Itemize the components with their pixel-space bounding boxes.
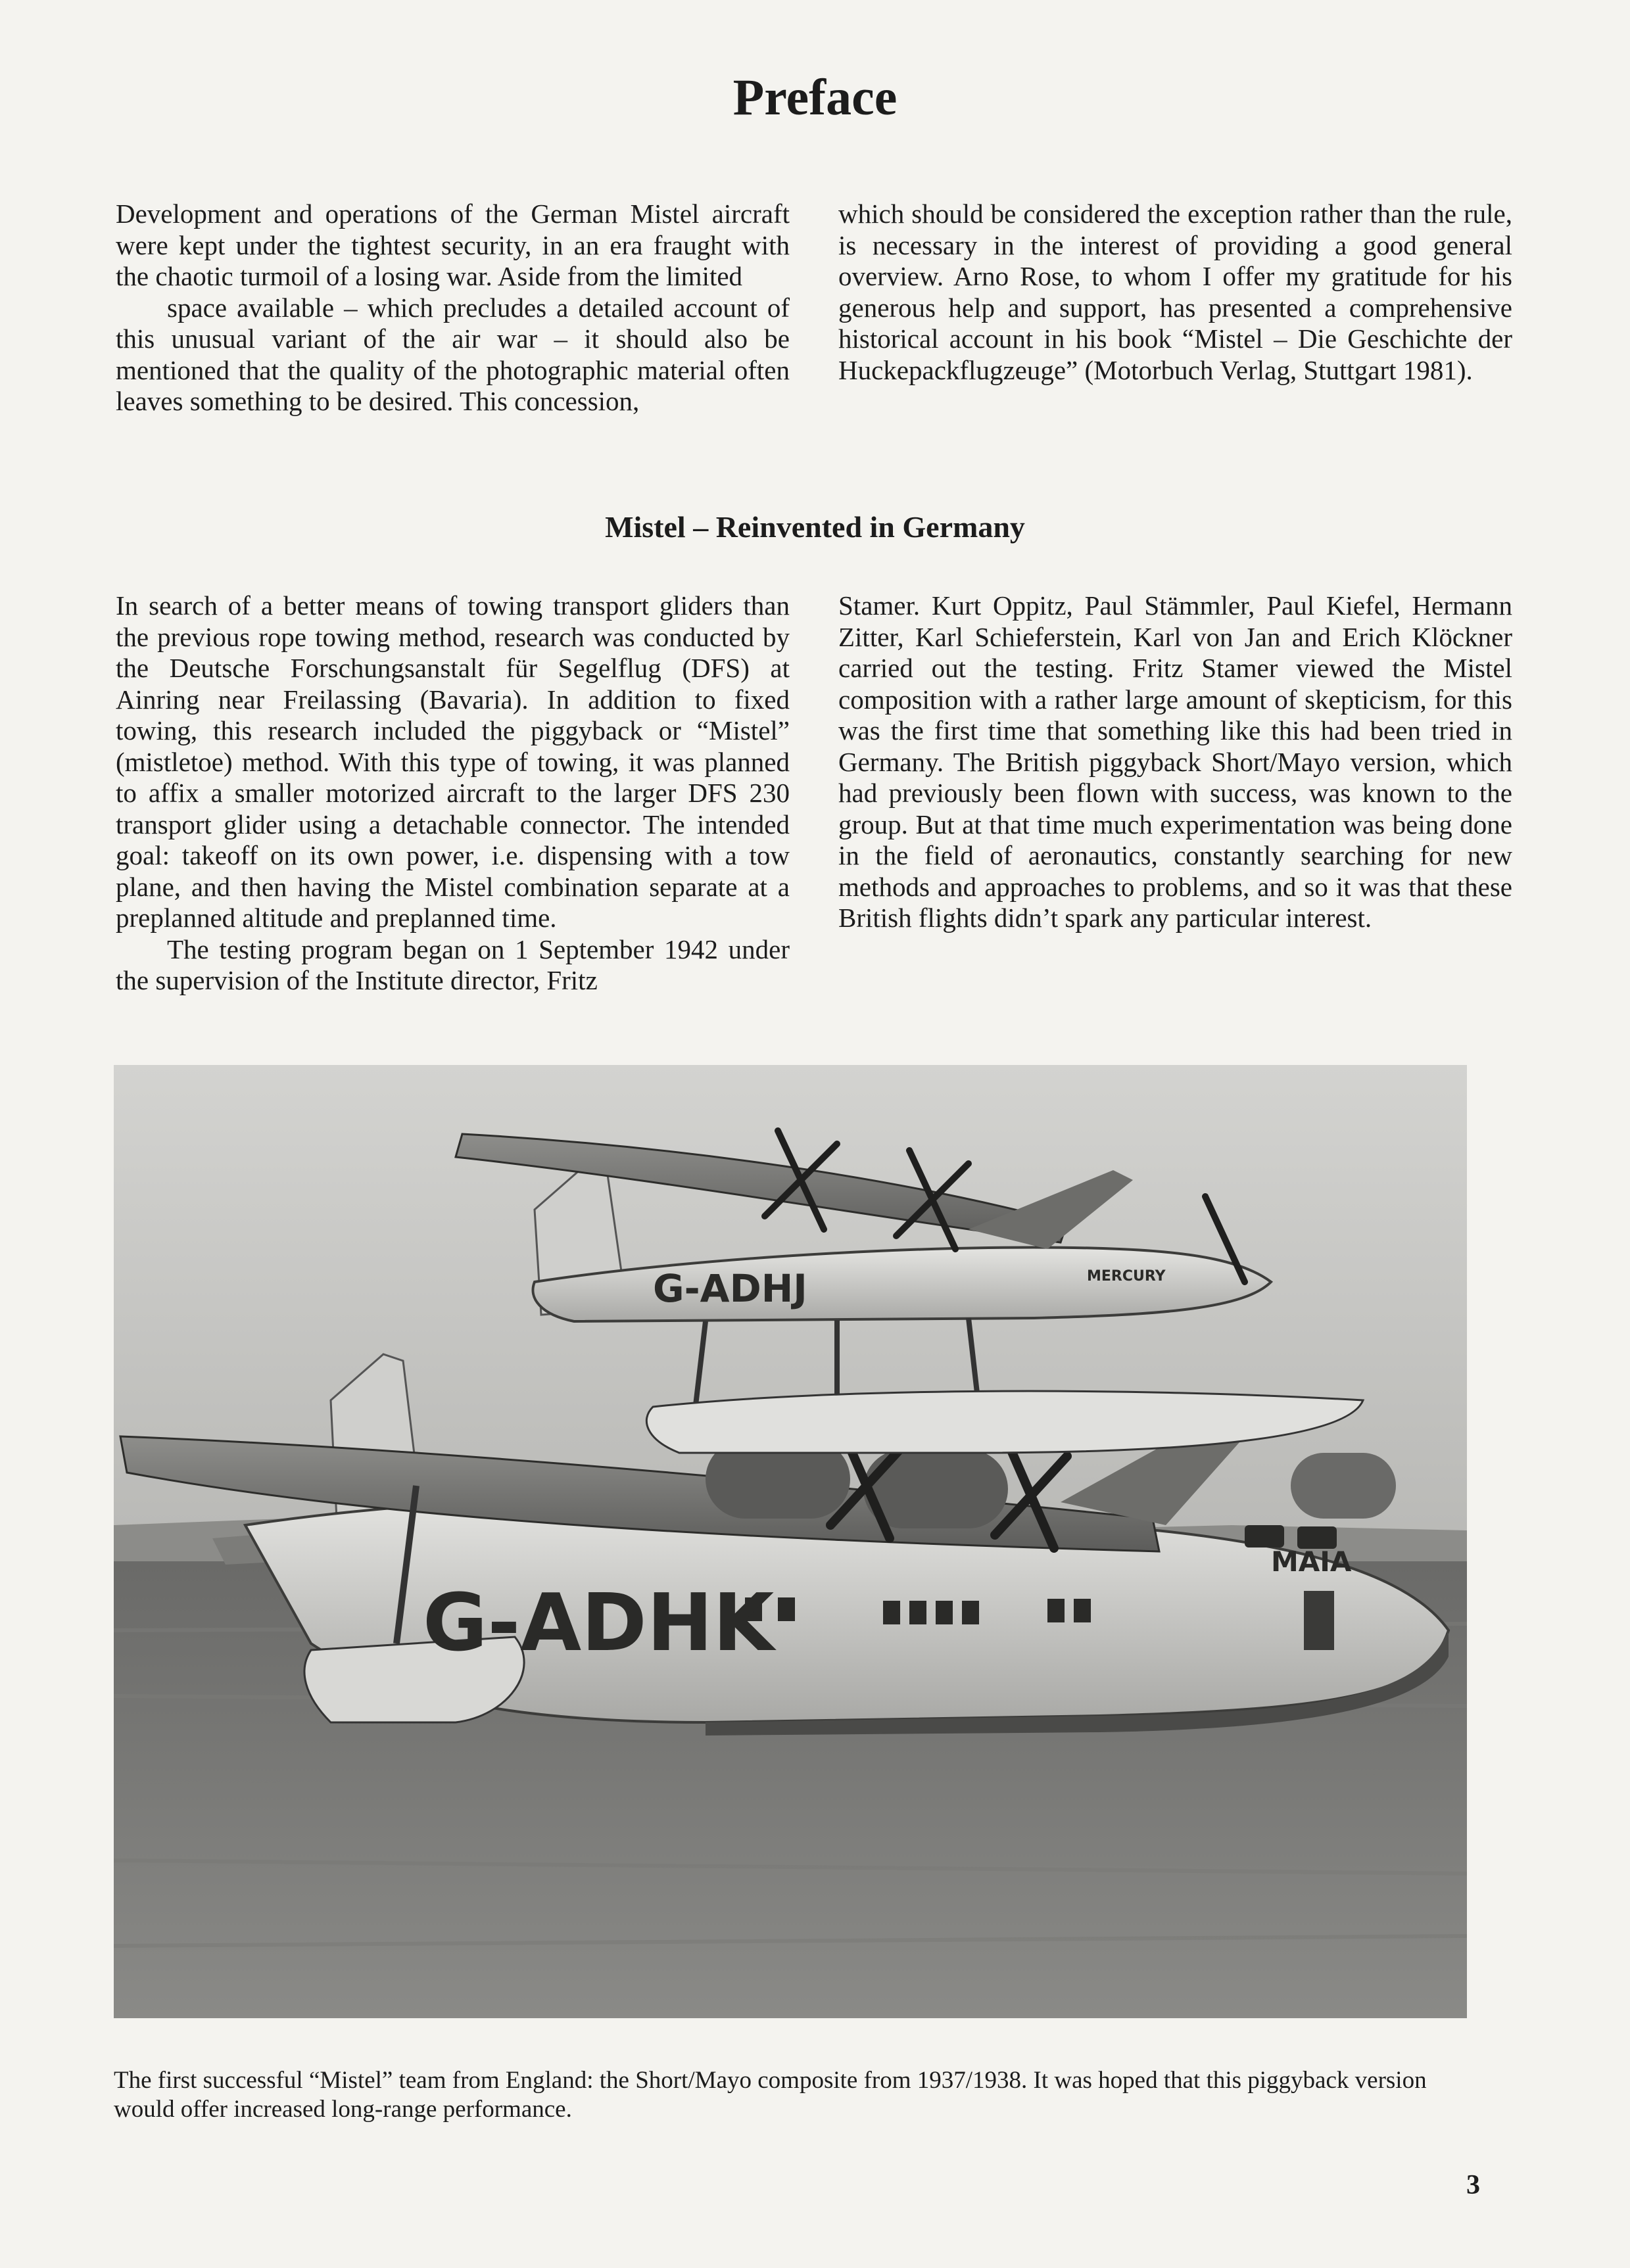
section-right-column: [838, 590, 1512, 934]
photo-caption: The first successful “Mistel” team from England: the Short/Mayo composite from 1937/1938. It was hoped that this piggyback version would offer increased long-range performance.: [114, 2067, 1427, 2123]
section-heading: Mistel – Reinvented in Germany: [605, 510, 1025, 544]
upper-name-mark: MERCURY: [1087, 1268, 1166, 1285]
aircraft-photograph: [114, 1065, 1467, 2018]
lower-engine-3: [1291, 1453, 1396, 1519]
lower-name-mark: MAIA: [1271, 1546, 1352, 1578]
upper-registration-mark: G-ADHJ: [653, 1266, 807, 1311]
section-paragraph: Stamer. Kurt Oppitz, Paul Stämmler, Paul Kiefel, Hermann Zitter, Karl Schieferstein, Karl von Jan and Erich Klöckner carried out the testing. Fritz Stamer viewed the Mistel composition with a rather large amount of skepticism, for this was the first time that something like this had been tried in Germany. The British piggyback Short/Mayo version, which had previously been flown with success, was known to the group. But at that time much experimentation was being done in the field of aeronautics, constantly searching for new methods and approaches to problems, and so it was that these British flights didn’t spark any particular interest.: [838, 590, 1512, 933]
preface-paragraph: space available – which precludes a detailed account of this unusual variant of the air war – it should also be mentioned that the quality of the photographic material often leaves something to be desired. This concession,: [116, 292, 790, 416]
preface-right-column: [838, 199, 1512, 386]
preface-left-column: [116, 199, 790, 417]
section-paragraph: In search of a better means of towing transport gliders than the previous rope towing method, research was conducted by the Deutsche Forschungsanstalt für Segelflug (DFS) at Ainring near Freilassing (Bavaria). In addition to fixed towing, this research included the piggyback or “Mistel” (mistletoe) method. With this type of towing, it was planned to affix a smaller motorized aircraft to the larger DFS 230 transport glider using a detachable connector. The intended goal: takeoff on its own power, i.e. dispensing with a tow plane, and then having the Mistel combination separate at a preplanned altitude and preplanned time.: [116, 590, 790, 933]
lower-hull-vertical-stripe: [1304, 1591, 1334, 1650]
section-left-column: [116, 590, 790, 997]
page-title: Preface: [732, 68, 898, 126]
lower-registration-mark: G-ADHK: [423, 1578, 775, 1669]
short-mayo-composite-photo: [114, 1065, 1467, 2018]
preface-paragraph: which should be considered the exception rather than the rule, is necessary in the interest of providing a good general overview. Arno Rose, to whom I offer my gratitude for his generous help and support, has presented a comprehensive historical account in his book “Mistel – Die Geschichte der Huckepackflugzeuge” (Motorbuch Verlag, Stuttgart 1981).: [838, 199, 1512, 385]
section-paragraph: The testing program began on 1 September 1942 under the supervision of the Institute director, Fritz: [116, 933, 790, 995]
preface-paragraph: Development and operations of the German Mistel aircraft were kept under the tightest security, in an era fraught with the chaotic turmoil of a losing war. Aside from the limited: [116, 199, 790, 291]
page-number: 3: [1466, 2170, 1480, 2200]
